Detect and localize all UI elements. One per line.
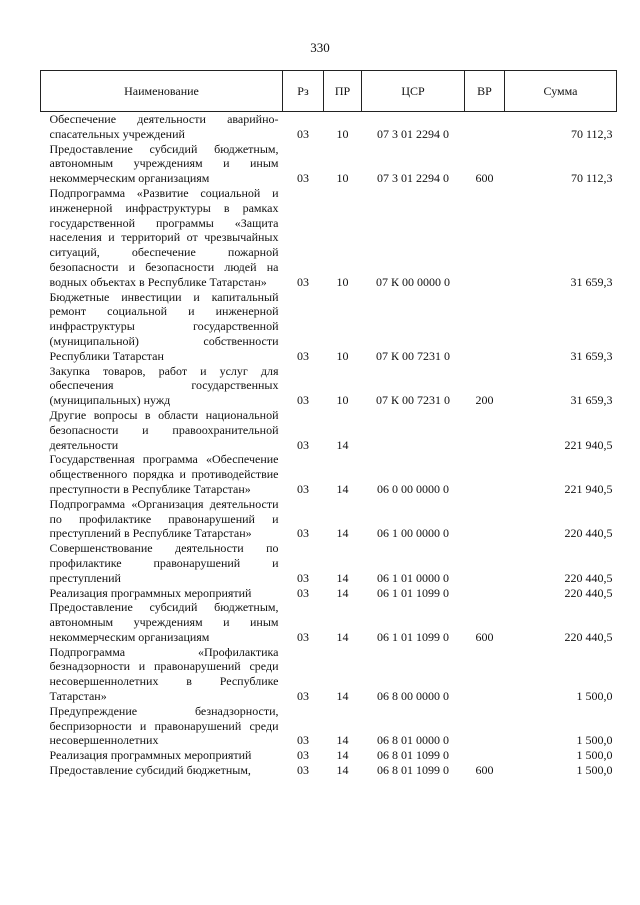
row-pr: 14	[336, 733, 349, 748]
row-name: Предоставление субсидий бюджетным,	[49, 763, 251, 778]
row-sum: 70 112,3	[570, 171, 613, 186]
row-pr: 10	[336, 171, 349, 186]
row-sum: 1 500,0	[576, 733, 613, 748]
row-csr: 07 К 00 0000 0	[375, 274, 450, 289]
row-rz: 03	[297, 526, 309, 541]
row-vr	[465, 497, 505, 541]
row-csr: 06 8 00 0000 0	[377, 689, 449, 704]
row-csr: 06 8 01 1099 0	[377, 763, 449, 778]
row-name: Государственная программа «Обеспечение общественного порядка и противодействие преступности в Республике Татарстан»	[49, 452, 279, 496]
row-csr: 07 3 01 2294 0	[377, 126, 449, 141]
table-header-row	[41, 71, 617, 112]
row-rz: 03	[297, 733, 309, 748]
row-vr: 600	[475, 171, 494, 186]
row-pr: 14	[336, 570, 349, 585]
row-rz: 03	[297, 348, 309, 363]
row-rz: 03	[297, 629, 309, 644]
row-name: Закупка товаров, работ и услуг для обеспечения государственных (муниципальных) нужд	[49, 363, 279, 408]
row-sum: 221 940,5	[564, 481, 613, 496]
page-number: 330	[310, 40, 330, 55]
row-rz: 03	[297, 585, 309, 600]
row-sum: 1 500,0	[576, 763, 613, 778]
row-vr	[465, 408, 505, 452]
row-name: Подпрограмма «Профилактика безнадзорности и правонарушений среди несовершеннолетних в Республике Татарстан»	[49, 644, 279, 704]
row-pr: 14	[336, 585, 349, 600]
table-row	[41, 112, 617, 142]
row-pr: 10	[336, 126, 349, 141]
header-csr: ЦСР	[362, 71, 465, 112]
row-sum: 31 659,3	[570, 348, 613, 363]
row-csr: 06 1 01 1099 0	[377, 585, 449, 600]
row-sum: 31 659,3	[570, 274, 613, 289]
budget-table	[40, 70, 617, 778]
row-pr: 14	[336, 748, 349, 763]
row-sum: 220 440,5	[564, 585, 613, 600]
row-vr	[465, 586, 505, 601]
row-vr: 600	[475, 763, 494, 778]
row-vr	[465, 541, 505, 585]
row-rz: 03	[297, 763, 309, 778]
row-pr: 10	[336, 274, 349, 289]
row-pr: 14	[336, 437, 349, 452]
table-row	[41, 645, 617, 704]
header-vr: ВР	[465, 71, 505, 112]
row-sum: 220 440,5	[564, 526, 613, 541]
header-pr: ПР	[324, 71, 362, 112]
row-vr	[465, 645, 505, 704]
table-row	[41, 290, 617, 364]
row-csr	[362, 408, 465, 452]
row-rz: 03	[297, 393, 309, 408]
table-row	[41, 497, 617, 541]
row-name: Подпрограмма «Организация деятельности по профилактике правонарушений и преступлений в Республике Татарстан»	[49, 496, 279, 541]
row-name: Подпрограмма «Развитие социальной и инженерной инфраструктуры в рамках государственной программы «Защита населения и территорий от чрезвычайных ситуаций, обеспечение пожарной безопасности и безопасности людей на водных объектах в Республике Татарстан»	[49, 185, 279, 289]
row-rz: 03	[297, 126, 309, 141]
row-name: Обеспечение деятельности аварийно-спасательных учреждений	[49, 112, 279, 141]
row-name: Реализация программных мероприятий	[49, 585, 252, 600]
row-csr: 06 0 00 0000 0	[377, 481, 449, 496]
row-rz: 03	[297, 748, 309, 763]
row-name: Предупреждение безнадзорности, беспризорности и правонарушений среди несовершеннолетних	[49, 703, 279, 748]
row-sum: 1 500,0	[576, 748, 613, 763]
row-vr: 600	[475, 629, 494, 644]
row-csr: 07 3 01 2294 0	[377, 171, 449, 186]
row-sum: 221 940,5	[564, 437, 613, 452]
row-pr: 14	[336, 526, 349, 541]
row-pr: 10	[336, 393, 349, 408]
row-sum: 220 440,5	[564, 570, 613, 585]
header-name: Наименование	[41, 71, 283, 112]
table-row	[41, 452, 617, 496]
table-row	[41, 408, 617, 452]
row-rz: 03	[297, 171, 309, 186]
table-row	[41, 186, 617, 290]
table-row	[41, 763, 617, 778]
row-vr: 200	[475, 393, 494, 408]
row-sum: 220 440,5	[564, 629, 613, 644]
row-name: Предоставление субсидий бюджетным, автономным учреждениям и иным некоммерческим организациям	[49, 141, 279, 186]
row-vr	[465, 112, 505, 142]
row-pr: 14	[336, 481, 349, 496]
row-name: Совершенствование деятельности по профилактике правонарушений и преступлений	[49, 541, 279, 585]
row-csr: 06 1 01 0000 0	[377, 570, 449, 585]
table-row	[41, 586, 617, 601]
row-name: Предоставление субсидий бюджетным, автономным учреждениям и иным некоммерческим организациям	[49, 600, 279, 644]
row-name: Бюджетные инвестиции и капитальный ремонт социальной и инженерной инфраструктуры государственной (муниципальной) собственности Республики Татарстан	[49, 289, 279, 363]
table-row	[41, 704, 617, 748]
row-csr: 07 К 00 7231 0	[375, 348, 450, 363]
row-csr: 07 К 00 7231 0	[375, 393, 450, 408]
row-vr	[465, 186, 505, 290]
row-name: Реализация программных мероприятий	[49, 748, 252, 763]
row-pr: 10	[336, 348, 349, 363]
row-csr: 06 8 01 1099 0	[377, 748, 449, 763]
row-pr: 14	[336, 629, 349, 644]
row-rz: 03	[297, 689, 309, 704]
row-rz: 03	[297, 570, 309, 585]
row-vr	[465, 290, 505, 364]
row-csr: 06 1 00 0000 0	[377, 526, 449, 541]
table-body	[41, 112, 617, 778]
row-rz: 03	[297, 437, 309, 452]
row-sum: 1 500,0	[576, 689, 613, 704]
row-rz: 03	[297, 274, 309, 289]
row-sum: 70 112,3	[570, 126, 613, 141]
row-csr: 06 8 01 0000 0	[377, 733, 449, 748]
row-vr	[465, 452, 505, 496]
table-row	[41, 541, 617, 585]
row-sum: 31 659,3	[570, 393, 613, 408]
row-pr: 14	[336, 763, 349, 778]
header-rz: Рз	[283, 71, 324, 112]
row-vr	[465, 748, 505, 763]
row-name: Другие вопросы в области национальной безопасности и правоохранительной деятельности	[49, 407, 279, 452]
table-row	[41, 142, 617, 186]
table-row	[41, 364, 617, 408]
table-row	[41, 600, 617, 644]
row-pr: 14	[336, 689, 349, 704]
header-sum: Сумма	[505, 71, 617, 112]
table-row	[41, 748, 617, 763]
row-vr	[465, 704, 505, 748]
row-rz: 03	[297, 481, 309, 496]
row-csr: 06 1 01 1099 0	[377, 629, 449, 644]
